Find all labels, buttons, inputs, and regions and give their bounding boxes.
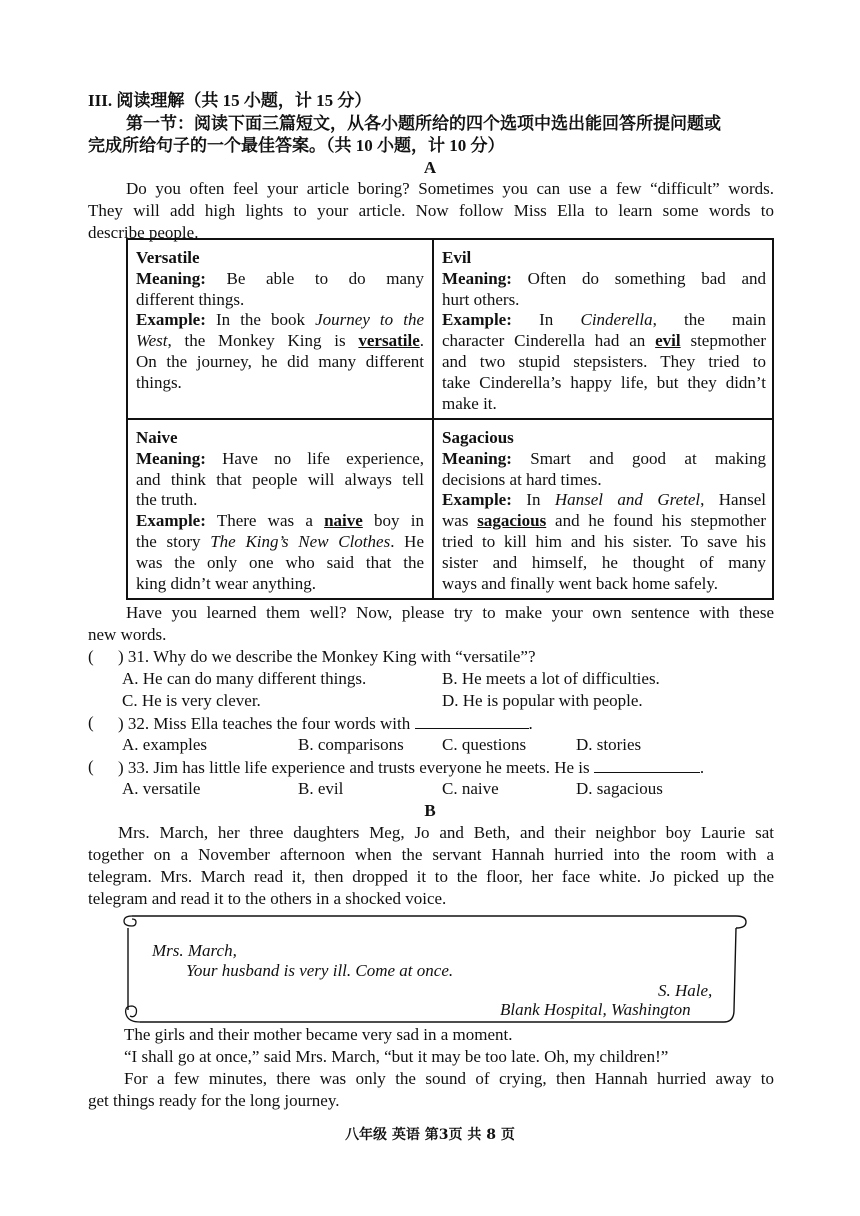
meaning-line: the truth. — [136, 490, 198, 510]
q33-option-d: D. sagacious — [576, 779, 663, 798]
meaning-line: Meaning: Be able to do many — [136, 268, 424, 288]
q33-stem: ) 33. Jim has little life experience and trusts everyone he meets. He is . — [118, 758, 705, 777]
q33-option-b: B. evil — [298, 779, 344, 798]
q32-option-a: A. examples — [122, 735, 207, 754]
answer-blank — [415, 712, 529, 729]
example-line: the story The King’s New Clothes. He — [136, 531, 424, 551]
example-line: Example: In Hansel and Gretel, Hansel — [442, 490, 766, 510]
example-line: was sagacious and he found his stepmother — [442, 511, 766, 531]
q33-option-a: A. versatile — [122, 779, 201, 798]
page-footer: 八年级 英语 第3页 共 8 页 — [345, 1127, 515, 1143]
telegram-message: Your husband is very ill. Come at once. — [186, 961, 454, 980]
example-line: was the only one who said that the — [136, 552, 424, 572]
passage-b-para3: “I shall go at once,” said Mrs. March, “but it may be too late. Oh, my children!” — [124, 1047, 669, 1066]
cell-naive — [136, 428, 424, 594]
meaning-line: different things. — [136, 289, 245, 309]
q31-option-c: C. He is very clever. — [122, 691, 261, 710]
cell-evil — [442, 248, 766, 414]
example-line: West, the Monkey King is versatile. — [136, 331, 424, 351]
instructions-line-1: 第一节：阅读下面三篇短文，从各小题所给的四个选项中选出能回答所提问题或 — [126, 114, 721, 133]
q31-paren: ( — [88, 647, 94, 666]
passage-a-intro-2: They will add high lights to your article. Now follow Miss Ella to learn some words to — [88, 201, 774, 220]
cell-sagacious — [442, 428, 766, 594]
keyword-sagacious: sagacious — [477, 511, 547, 531]
passage-b-para1-line1: Mrs. March, her three daughters Meg, Jo and Beth, and their neighbor boy Laurie sat — [118, 823, 774, 842]
q32-stem: ) 32. Miss Ella teaches the four words with . — [118, 714, 533, 733]
passage-a-closing-1: Have you learned them well? Now, please try to make your own sentence with these — [126, 603, 774, 622]
example-line: and two stupid stepsisters. They tried to — [442, 351, 766, 371]
passage-b-para1-line3: telegram. Mrs. March read it, then dropped it to the floor, her face white. Jo picked up the — [88, 867, 774, 886]
meaning-line: Meaning: Often do something bad and — [442, 268, 766, 288]
meaning-line: Meaning: Have no life experience, — [136, 448, 424, 468]
q31-option-b: B. He meets a lot of difficulties. — [442, 669, 660, 688]
passage-a-intro-1: Do you often feel your article boring? Sometimes you can use a few “difficult” words. — [126, 179, 774, 198]
q32-option-c: C. questions — [442, 735, 527, 754]
q33-paren: ( — [88, 757, 94, 776]
passage-b-para4-line2: get things ready for the long journey. — [88, 1091, 340, 1110]
word-title: Versatile — [136, 248, 200, 267]
keyword-naive: naive — [324, 511, 363, 531]
section-heading: III. 阅读理解（共 15 小题，计 15 分） — [88, 91, 372, 110]
table-divider-horizontal — [128, 418, 772, 420]
word-title: Naive — [136, 428, 178, 447]
telegram-place: Blank Hospital, Washington — [500, 1000, 691, 1019]
passage-a-closing-2: new words. — [88, 625, 167, 644]
passage-a-intro-3: describe people. — [88, 223, 199, 242]
meaning-line: Meaning: Smart and good at making — [442, 448, 766, 468]
meaning-line: and think that people will always tell — [136, 469, 424, 489]
telegram-greeting: Mrs. March, — [152, 941, 237, 960]
passage-b-para1-line2: together on a November afternoon when the servant Hannah hurried into the room with a — [88, 845, 774, 864]
example-line: Example: In the book Journey to the — [136, 310, 424, 330]
q32-option-b: B. comparisons — [298, 735, 404, 754]
example-line: king didn’t wear anything. — [136, 573, 317, 593]
passage-b-para1-line4: telegram and read it to the others in a shocked voice. — [88, 889, 447, 908]
passage-b-para2: The girls and their mother became very sad in a moment. — [124, 1025, 513, 1044]
q31-option-a: A. He can do many different things. — [122, 669, 367, 688]
instructions-line-2: 完成所给句子的一个最佳答案。（共 10 小题，计 10 分） — [88, 136, 505, 155]
passage-a-letter: A — [423, 158, 437, 177]
cell-versatile — [136, 248, 424, 394]
example-line: On the journey, he did many different — [136, 351, 424, 371]
example-line: character Cinderella had an evil stepmother — [442, 331, 767, 351]
passage-b-letter: B — [424, 801, 436, 820]
meaning-line: decisions at hard times. — [442, 469, 602, 489]
q31-option-d: D. He is popular with people. — [442, 691, 643, 710]
telegram-scroll — [128, 910, 746, 1024]
example-line: sister and himself, he thought of many — [442, 552, 766, 572]
example-line: Example: In Cinderella, the main — [442, 310, 767, 330]
word-title: Sagacious — [442, 428, 514, 447]
keyword-versatile: versatile — [358, 331, 420, 351]
answer-blank — [594, 756, 700, 773]
passage-b-para4-line1: For a few minutes, there was only the sound of crying, then Hannah hurried away to — [124, 1069, 774, 1088]
q32-paren: ( — [88, 713, 94, 732]
example-line: take Cinderella’s happy life, but they didn’t — [442, 372, 766, 392]
meaning-line: hurt others. — [442, 289, 520, 309]
q31-stem: ) 31. Why do we describe the Monkey King with “versatile”? — [118, 647, 536, 666]
q33-option-c: C. naive — [442, 779, 499, 798]
q32-option-d: D. stories — [576, 735, 642, 754]
example-line: things. — [136, 372, 182, 392]
example-line: ways and finally went back home safely. — [442, 573, 719, 593]
word-title: Evil — [442, 248, 472, 267]
vocabulary-table — [126, 238, 774, 600]
example-line: tried to kill him and his sister. To save his — [442, 531, 766, 551]
telegram-signature: S. Hale, — [658, 981, 713, 1000]
example-line: Example: There was a naive boy in — [136, 511, 424, 531]
example-line: make it. — [442, 393, 497, 413]
keyword-evil: evil — [655, 331, 681, 351]
